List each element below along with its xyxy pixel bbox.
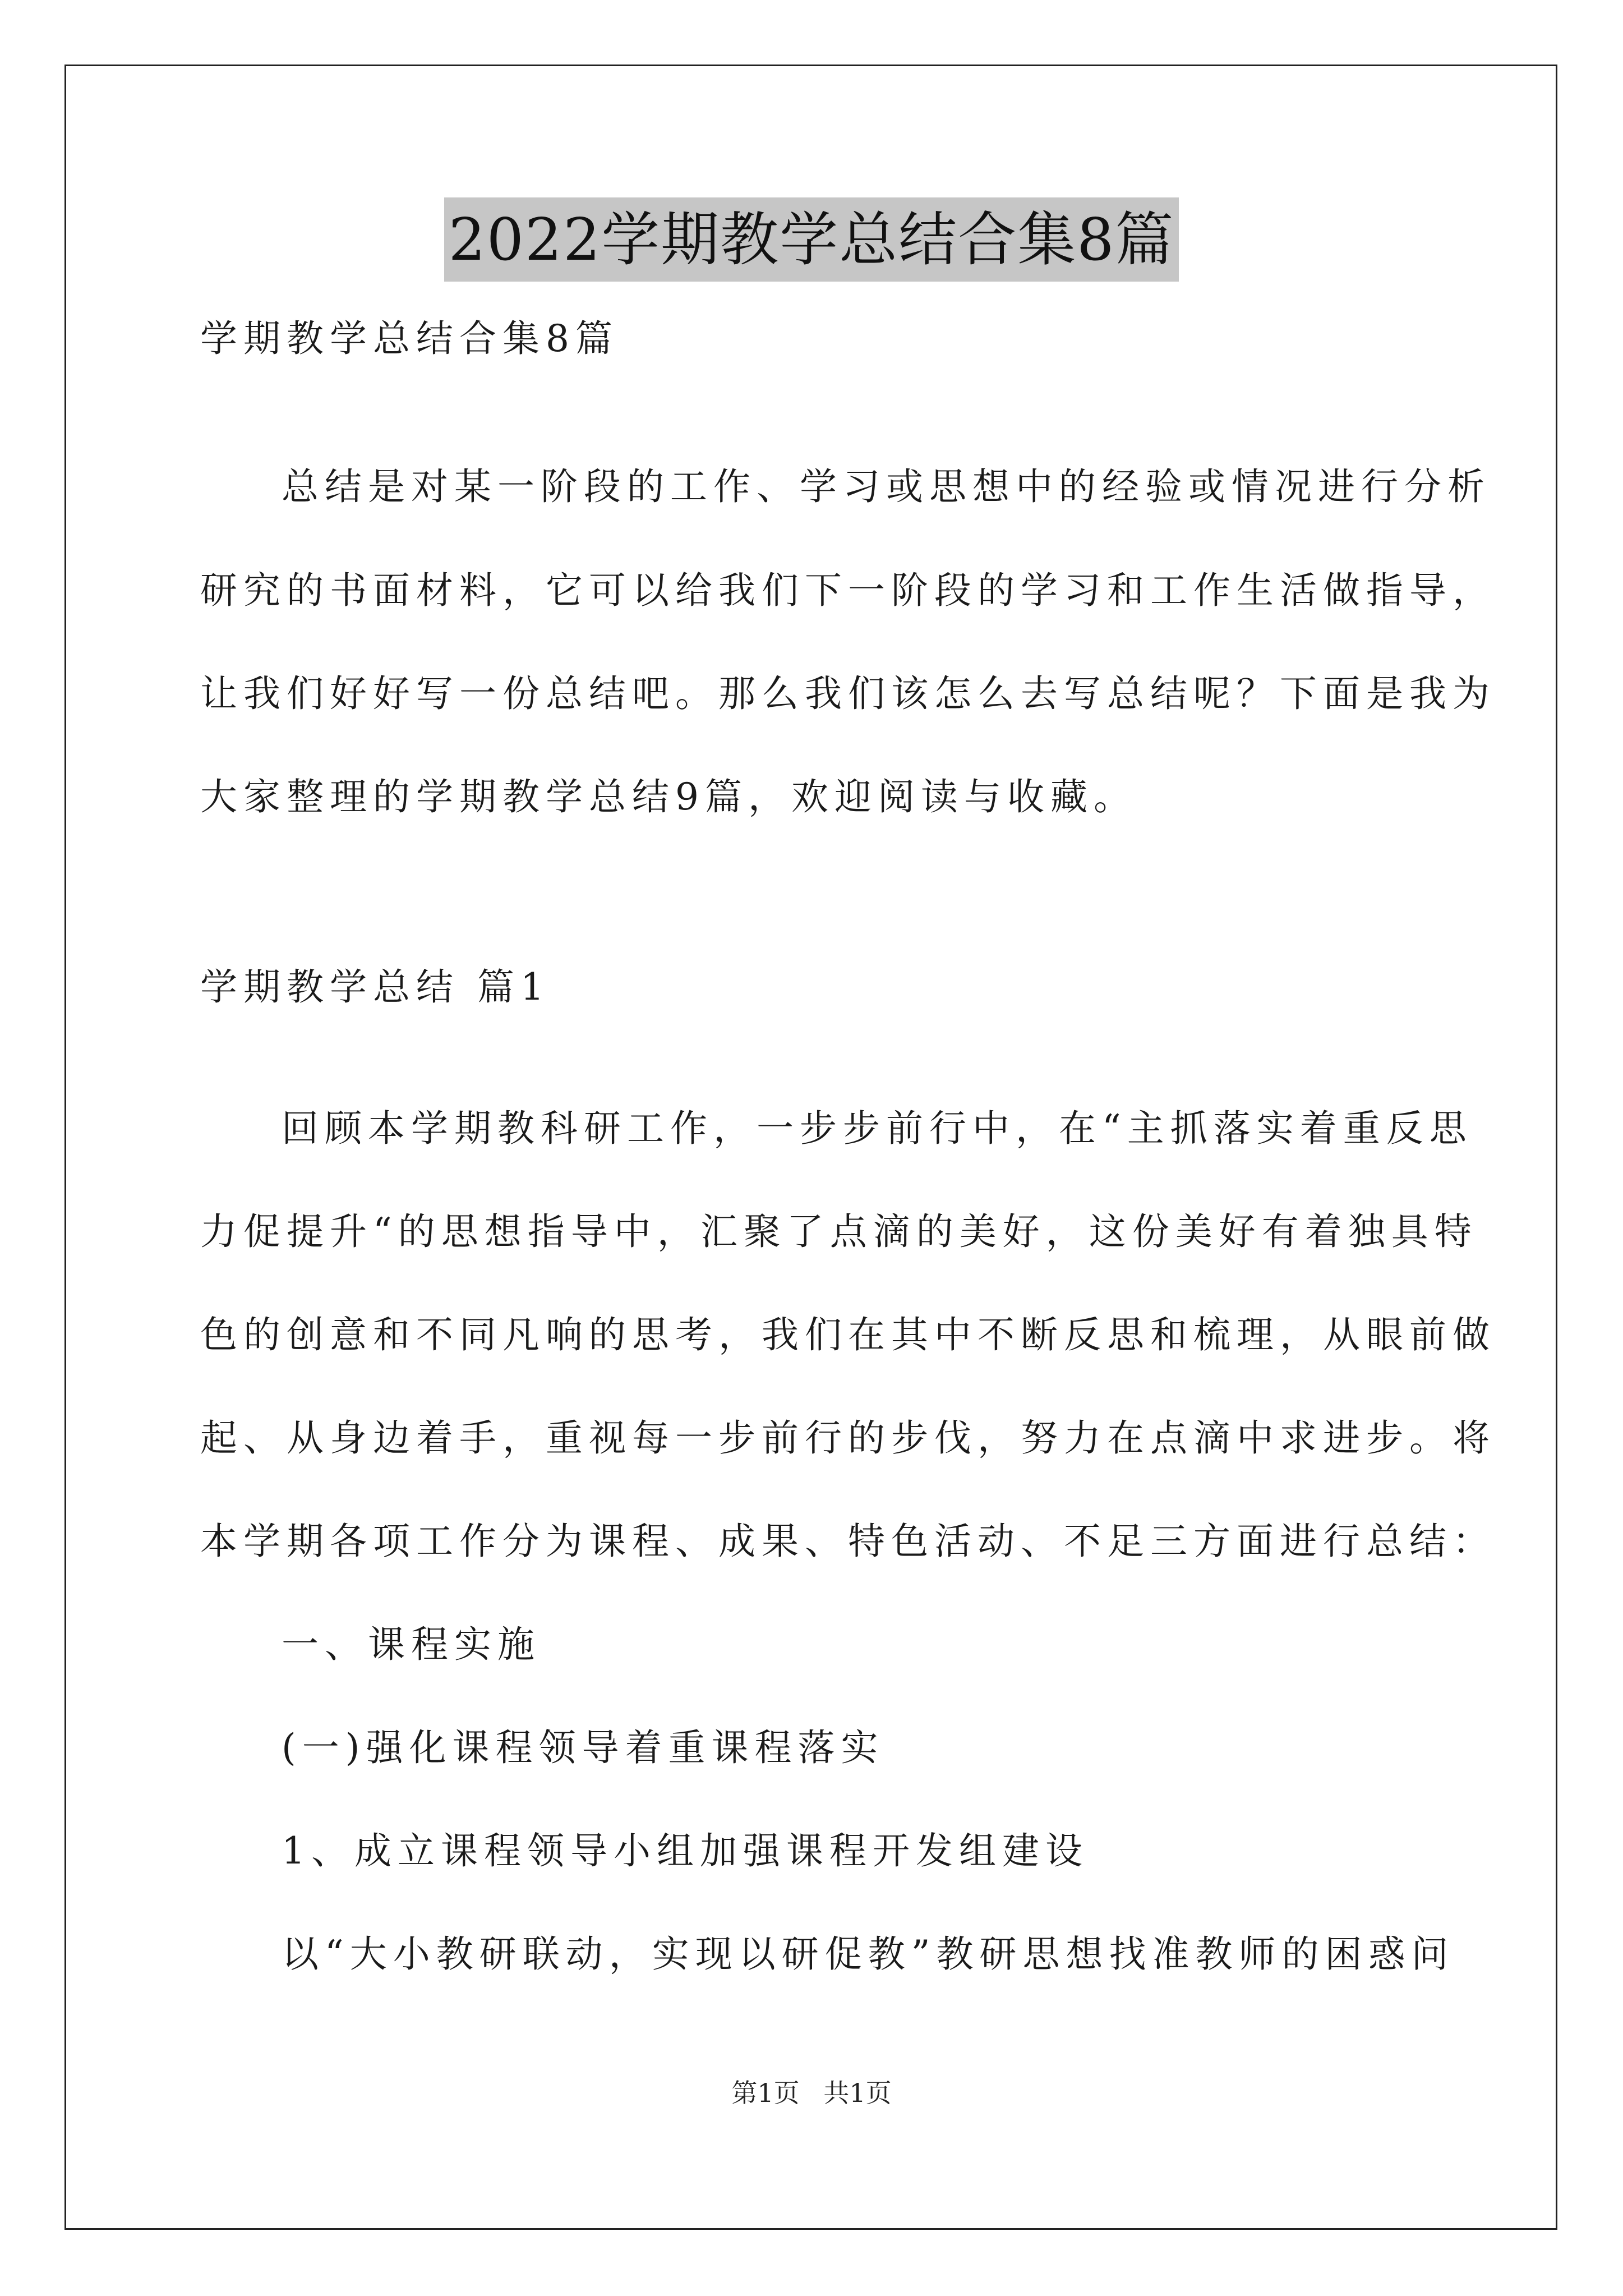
body-line: 力促提升“的思想指导中，汇聚了点滴的美好，这份美好有着独具特 (200, 1210, 1478, 1253)
body-line: 色的创意和不同凡响的思考，我们在其中不断反思和梳理，从眼前做 (200, 1313, 1496, 1356)
body-line: 起、从身边着手，重视每一步前行的步伐，努力在点滴中求进步。将 (200, 1416, 1496, 1460)
document-title: 2022学期教学总结合集8篇 (444, 197, 1179, 282)
body-line: 回顾本学期教科研工作，一步步前行中，在“主抓落实着重反思 (282, 1107, 1473, 1150)
heading-level-2: (一)强化课程领导着重课程落实 (282, 1726, 884, 1769)
document-subtitle: 学期教学总结合集8篇 (200, 317, 619, 360)
intro-line: 大家整理的学期教学总结9篇，欢迎阅读与收藏。 (200, 775, 1137, 818)
heading-level-3: 1、成立课程领导小组加强课程开发组建设 (282, 1829, 1089, 1872)
intro-line: 让我们好好写一份总结吧。那么我们该怎么去写总结呢？下面是我为 (200, 672, 1496, 715)
title-container (0, 197, 1623, 282)
body-line: 以“大小教研联动，实现以研促教”教研思想找准教师的困惑问 (282, 1932, 1455, 1976)
heading-level-1: 一、课程实施 (282, 1623, 541, 1666)
intro-line: 研究的书面材料，它可以给我们下一阶段的学习和工作生活做指导， (200, 569, 1496, 612)
page-number-total: 共1页 (823, 2078, 892, 2108)
page-footer (0, 2076, 1623, 2110)
page-number-current: 第1页 (731, 2078, 800, 2108)
intro-line: 总结是对某一阶段的工作、学习或思想中的经验或情况进行分析 (282, 465, 1491, 508)
section-heading: 学期教学总结 篇1 (200, 965, 550, 1009)
body-line: 本学期各项工作分为课程、成果、特色活动、不足三方面进行总结： (200, 1520, 1496, 1563)
